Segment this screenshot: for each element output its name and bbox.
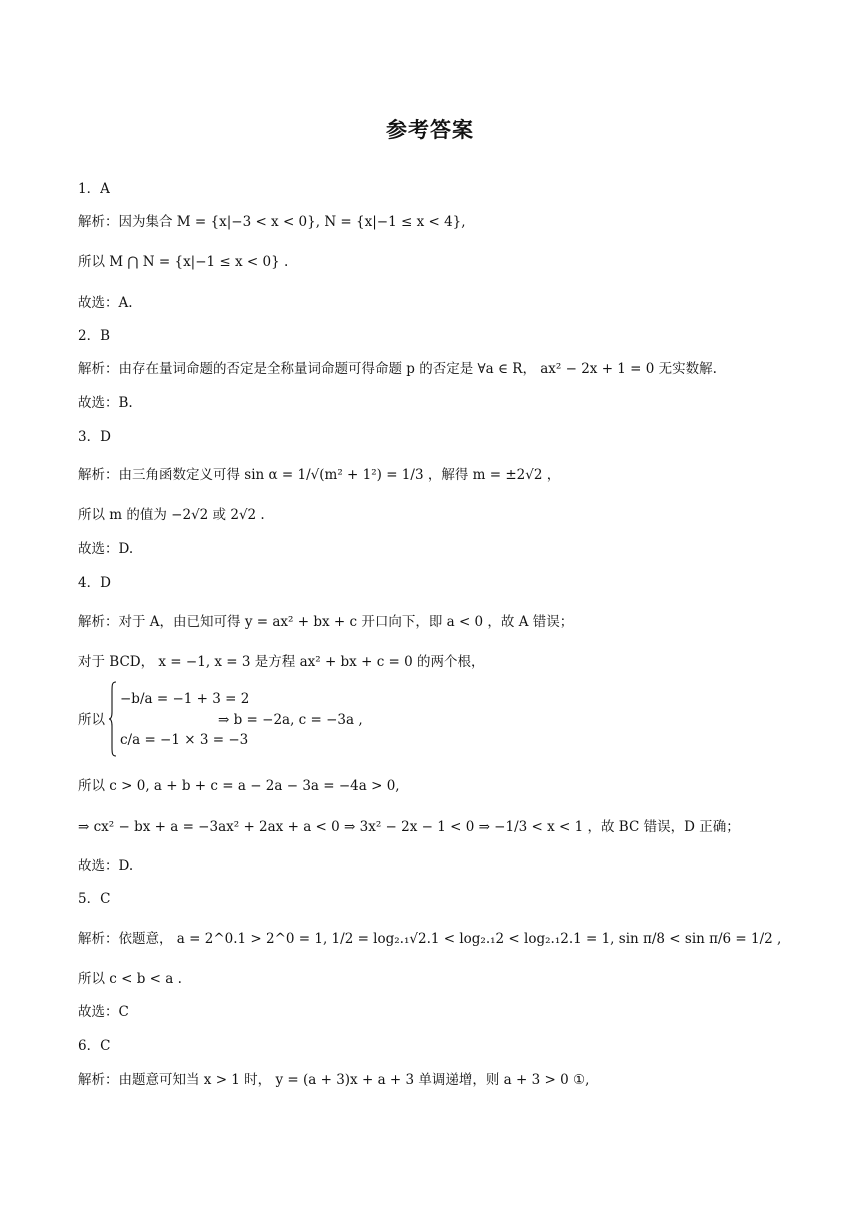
answer-3-choice: 故选：D. (78, 541, 134, 557)
answer-1-choice: 故选：A. (78, 295, 133, 311)
answer-3-explanation: 解析：由三角函数定义可得 sin α = 1/√(m² + 1²) = 1/3 ，解得 m = ±2√2 ， (78, 467, 561, 483)
answer-4-system-eq1: −b/a = −1 + 3 = 2 (120, 691, 250, 707)
answer-4-derivation-1: 所以 c > 0, a + b + c = a − 2a − 3a = −4a > 0, (78, 778, 400, 794)
answer-5-conclusion: 所以 c < b < a . (78, 971, 182, 987)
system-brace-icon (109, 681, 117, 757)
answer-5-explanation: 解析：依题意， a = 2^0.1 > 2^0 = 1, 1/2 = log₂.₁√2.1 < log₂.₁2 < log₂.₁2.1 = 1, sin π/8 < sin π/6 = 1/2 , (78, 931, 782, 947)
answer-3-heading: 3．D (78, 429, 111, 445)
answer-4-explanation: 解析：对于 A，由已知可得 y = ax² + bx + c 开口向下，即 a < 0 ，故 A 错误； (78, 614, 574, 630)
page-title: 参考答案 (386, 117, 474, 142)
answer-4-bcd-statement: 对于 BCD， x = −1, x = 3 是方程 ax² + bx + c = 0 的两个根， (78, 654, 485, 670)
answer-1-heading: 1．A (78, 181, 110, 197)
answer-2-explanation: 解析：由存在量词命题的否定是全称量词命题可得命题 p 的否定是 ∀a ∈ R， ax² − 2x + 1 = 0 无实数解. (78, 361, 717, 377)
answer-1-conclusion: 所以 M ⋂ N = {x|−1 ≤ x < 0} . (78, 254, 289, 270)
answer-4-system-eq2: c/a = −1 × 3 = −3 (120, 732, 249, 748)
answer-4-system-result: ⇒ b = −2a, c = −3a , (218, 712, 363, 728)
answer-5-heading: 5．C (78, 891, 111, 907)
answer-4-choice: 故选：D. (78, 858, 134, 874)
answer-6-explanation: 解析：由题意可知当 x > 1 时， y = (a + 3)x + a + 3 单调递增，则 a + 3 > 0 ①, (78, 1072, 590, 1088)
answer-1-explanation: 解析：因为集合 M = {x|−3 < x < 0}, N = {x|−1 ≤ x < 4}, (78, 214, 466, 230)
answer-2-heading: 2．B (78, 328, 111, 344)
answer-4-heading: 4．D (78, 575, 111, 591)
answer-4-derivation-2: ⇒ cx² − bx + a = −3ax² + 2ax + a < 0 ⇒ 3x² − 2x − 1 < 0 ⇒ −1/3 < x < 1 ，故 BC 错误，D 正确； (78, 819, 740, 835)
answer-6-heading: 6．C (78, 1038, 111, 1054)
answer-4-system-prefix: 所以 (78, 712, 105, 728)
answer-3-conclusion: 所以 m 的值为 −2√2 或 2√2 . (78, 507, 265, 523)
answer-2-choice: 故选：B. (78, 395, 133, 411)
answer-5-choice: 故选：C (78, 1004, 129, 1020)
